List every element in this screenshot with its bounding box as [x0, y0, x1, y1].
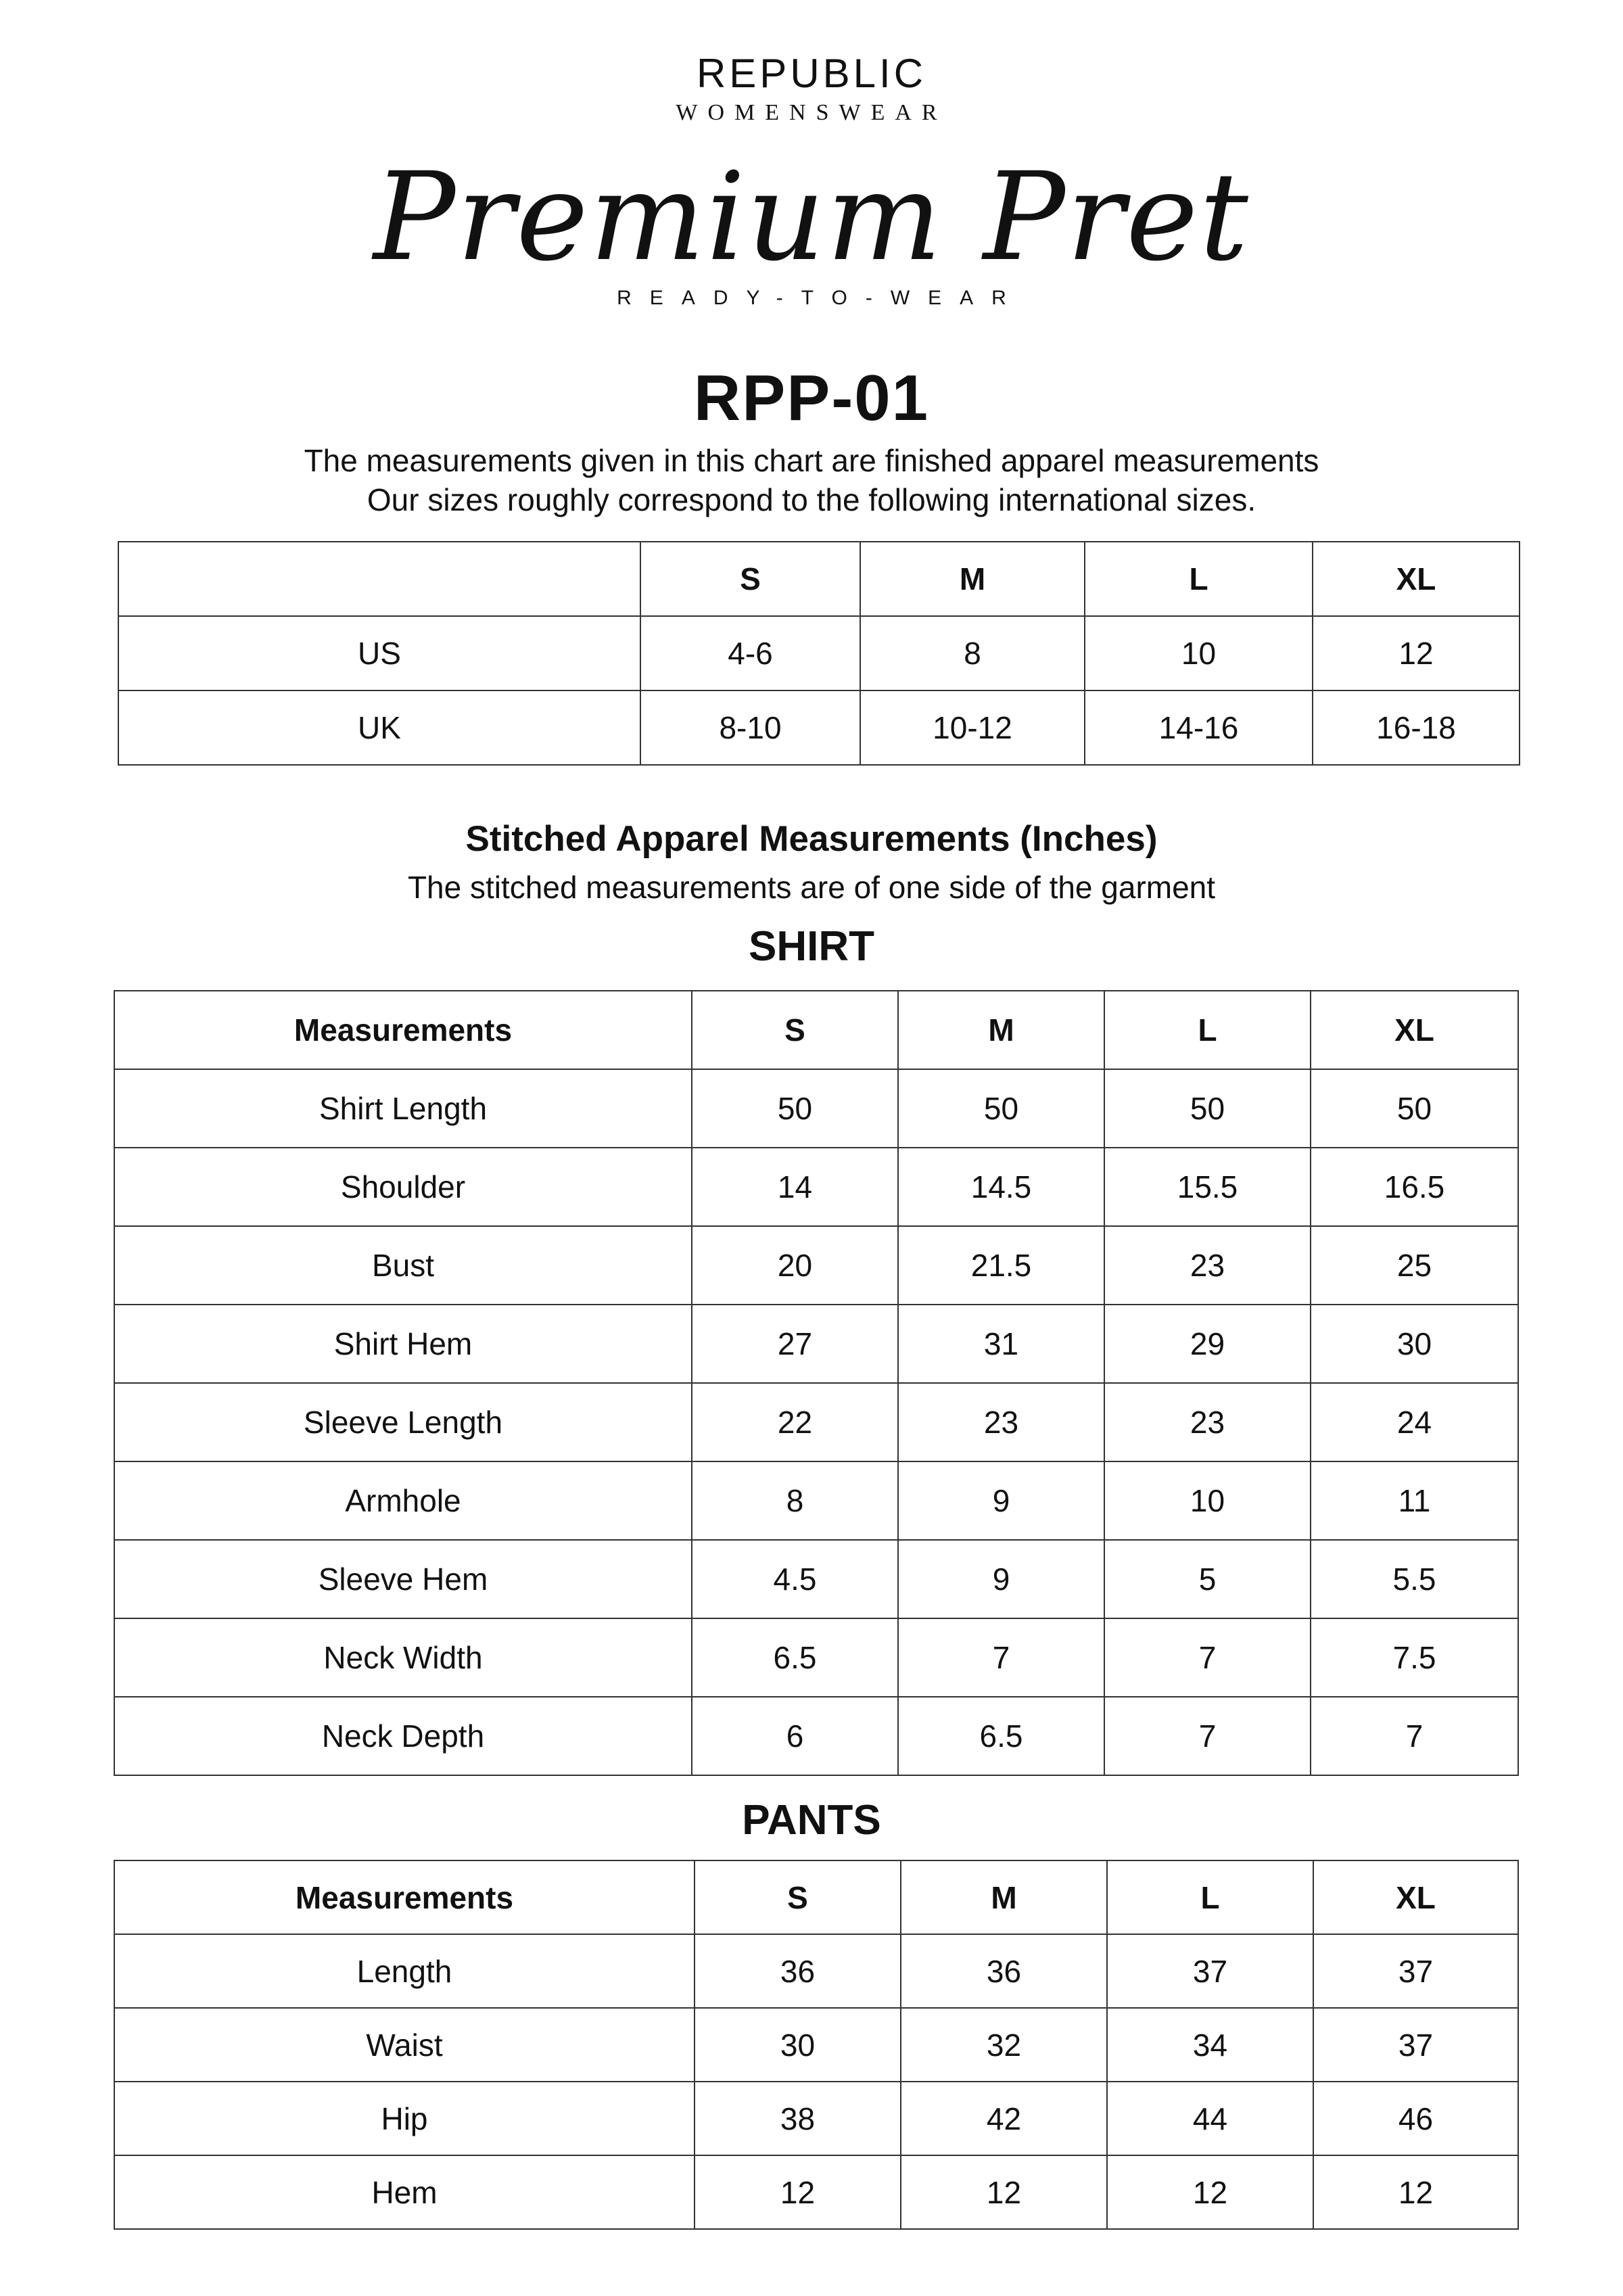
table-cell: 37 — [1313, 2008, 1518, 2082]
table-row — [114, 1934, 1518, 2008]
table-cell: 7.5 — [1311, 1618, 1518, 1697]
table-row — [114, 1305, 1518, 1383]
shirt-title: SHIRT — [749, 923, 874, 970]
logo-tagline: READY-TO-WEAR — [617, 287, 1025, 309]
table-cell: 10 — [1104, 1461, 1311, 1540]
table-cell: 8 — [692, 1461, 898, 1540]
table-cell: 12 — [901, 2155, 1107, 2229]
table-header-row — [114, 991, 1518, 1069]
header-cell: Measurements — [114, 1860, 695, 1934]
table-header-row — [114, 1860, 1518, 1934]
table-cell: 5.5 — [1311, 1540, 1518, 1618]
table-row — [114, 2155, 1518, 2229]
stitched-measurements-title: Stitched Apparel Measurements (Inches) — [465, 819, 1158, 859]
table-cell: 24 — [1311, 1383, 1518, 1461]
table-cell: 9 — [898, 1540, 1104, 1618]
table-cell: 23 — [1104, 1226, 1311, 1305]
logo-script: Premium Pret — [373, 147, 1250, 288]
pants-title: PANTS — [742, 1797, 881, 1844]
header-cell: L — [1104, 991, 1311, 1069]
table-cell: 14 — [692, 1148, 898, 1226]
table-cell: 11 — [1311, 1461, 1518, 1540]
row-label: Neck Depth — [114, 1697, 692, 1775]
header-cell: M — [901, 1860, 1107, 1934]
row-label: Length — [114, 1934, 695, 2008]
row-label: Sleeve Hem — [114, 1540, 692, 1618]
row-label: Hem — [114, 2155, 695, 2229]
table-cell: 30 — [695, 2008, 901, 2082]
table-cell: 16-18 — [1313, 690, 1520, 765]
table-cell: 12 — [1313, 2155, 1518, 2229]
header-cell: M — [898, 991, 1104, 1069]
header-cell: M — [860, 542, 1085, 616]
table-cell: 22 — [692, 1383, 898, 1461]
header-cell — [118, 542, 640, 616]
brand-name: REPUBLIC — [696, 51, 927, 96]
table-cell: 7 — [898, 1618, 1104, 1697]
table-cell: 4-6 — [640, 616, 860, 690]
header-cell: Measurements — [114, 991, 692, 1069]
table-header-row — [118, 542, 1520, 616]
international-sizes-table — [118, 541, 1520, 766]
table-cell: 44 — [1107, 2082, 1313, 2155]
row-label: Bust — [114, 1226, 692, 1305]
table-row — [114, 1069, 1518, 1148]
table-cell: 50 — [898, 1069, 1104, 1148]
table-cell: 23 — [898, 1383, 1104, 1461]
table-cell: 12 — [1313, 616, 1520, 690]
table-cell: 9 — [898, 1461, 1104, 1540]
table-cell: 10-12 — [860, 690, 1085, 765]
table-cell: 7 — [1311, 1697, 1518, 1775]
table-cell: 12 — [1107, 2155, 1313, 2229]
table-cell: 20 — [692, 1226, 898, 1305]
table-row — [118, 690, 1520, 765]
product-code: RPP-01 — [693, 362, 930, 434]
table-cell: 16.5 — [1311, 1148, 1518, 1226]
table-cell: 36 — [901, 1934, 1107, 2008]
table-row — [114, 1618, 1518, 1697]
table-row — [114, 1148, 1518, 1226]
row-label: Armhole — [114, 1461, 692, 1540]
table-cell: 50 — [1311, 1069, 1518, 1148]
table-cell: 31 — [898, 1305, 1104, 1383]
table-row — [118, 616, 1520, 690]
table-cell: 23 — [1104, 1383, 1311, 1461]
row-label: Waist — [114, 2008, 695, 2082]
table-cell: 14-16 — [1085, 690, 1313, 765]
shirt-measurements-table — [114, 990, 1519, 1776]
table-cell: 21.5 — [898, 1226, 1104, 1305]
table-cell: 6.5 — [898, 1697, 1104, 1775]
table-cell: 12 — [695, 2155, 901, 2229]
table-cell: 4.5 — [692, 1540, 898, 1618]
table-cell: 37 — [1313, 1934, 1518, 2008]
row-label: Shirt Length — [114, 1069, 692, 1148]
table-cell: 29 — [1104, 1305, 1311, 1383]
intro-line-2: Our sizes roughly correspond to the following international sizes. — [367, 482, 1256, 517]
header-cell: XL — [1313, 542, 1520, 616]
table-cell: 30 — [1311, 1305, 1518, 1383]
row-label: Shirt Hem — [114, 1305, 692, 1383]
intro-line-1: The measurements given in this chart are finished apparel measurements — [304, 443, 1319, 478]
header-cell: XL — [1313, 1860, 1518, 1934]
brand-subtitle: WOMENSWEAR — [676, 100, 947, 125]
table-cell: 14.5 — [898, 1148, 1104, 1226]
row-label: Neck Width — [114, 1618, 692, 1697]
table-cell: 15.5 — [1104, 1148, 1311, 1226]
pants-measurements-table — [114, 1860, 1519, 2230]
table-cell: 6 — [692, 1697, 898, 1775]
table-cell: 7 — [1104, 1618, 1311, 1697]
table-row — [114, 2082, 1518, 2155]
table-cell: 34 — [1107, 2008, 1313, 2082]
table-cell: 6.5 — [692, 1618, 898, 1697]
header-cell: XL — [1311, 991, 1518, 1069]
table-cell: 46 — [1313, 2082, 1518, 2155]
table-cell: 7 — [1104, 1697, 1311, 1775]
table-cell: 50 — [692, 1069, 898, 1148]
table-cell: 27 — [692, 1305, 898, 1383]
table-cell: 38 — [695, 2082, 901, 2155]
table-row — [114, 2008, 1518, 2082]
table-cell: 42 — [901, 2082, 1107, 2155]
header-cell: S — [640, 542, 860, 616]
stitched-measurements-note: The stitched measurements are of one side of the garment — [407, 870, 1216, 905]
table-row — [114, 1540, 1518, 1618]
table-cell: 8 — [860, 616, 1085, 690]
row-label: UK — [118, 690, 640, 765]
row-label: Shoulder — [114, 1148, 692, 1226]
header-cell: S — [692, 991, 898, 1069]
header-cell: L — [1085, 542, 1313, 616]
table-row — [114, 1383, 1518, 1461]
table-row — [114, 1226, 1518, 1305]
header-cell: S — [695, 1860, 901, 1934]
table-cell: 25 — [1311, 1226, 1518, 1305]
table-cell: 32 — [901, 2008, 1107, 2082]
table-cell: 36 — [695, 1934, 901, 2008]
table-cell: 50 — [1104, 1069, 1311, 1148]
row-label: Sleeve Length — [114, 1383, 692, 1461]
table-row — [114, 1697, 1518, 1775]
row-label: Hip — [114, 2082, 695, 2155]
table-cell: 8-10 — [640, 690, 860, 765]
header-cell: L — [1107, 1860, 1313, 1934]
table-cell: 10 — [1085, 616, 1313, 690]
row-label: US — [118, 616, 640, 690]
table-row — [114, 1461, 1518, 1540]
table-cell: 37 — [1107, 1934, 1313, 2008]
table-cell: 5 — [1104, 1540, 1311, 1618]
